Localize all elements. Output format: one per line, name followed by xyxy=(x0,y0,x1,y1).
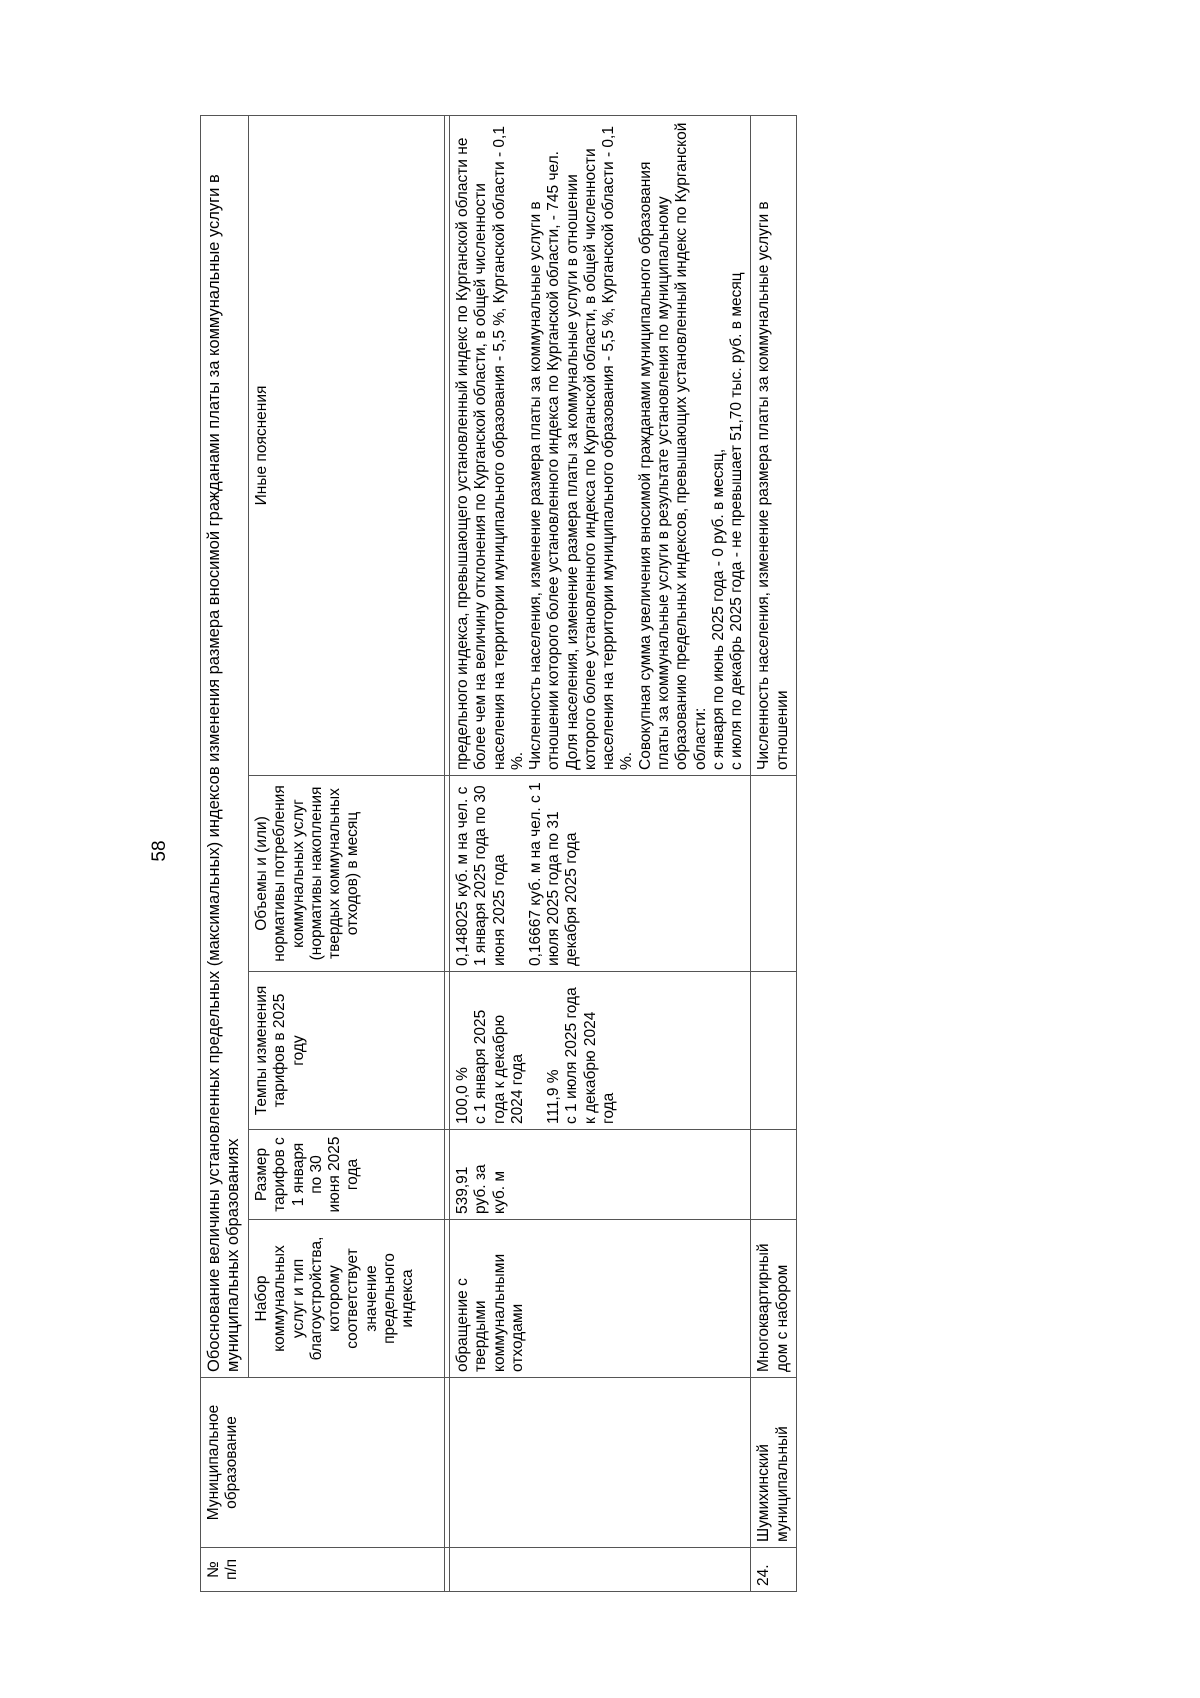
row-notes xyxy=(449,115,751,775)
header-col-volume: Объемы и (или) нормативы потребления коммунальных услуг (нормативы накопления твердых коммунальных отходов) в месяц xyxy=(248,776,444,972)
table-row xyxy=(751,115,797,1591)
justification-table xyxy=(200,115,797,1592)
row-number: 24. xyxy=(751,1548,797,1592)
note-paragraph: с июля по декабрь 2025 года - не превышает 51,70 тыс. руб. в месяц xyxy=(728,272,746,770)
page-number: 58 xyxy=(149,840,170,862)
header-row-2 xyxy=(248,115,444,1591)
header-col-num: № п/п xyxy=(201,1548,445,1592)
rate-jan: 100,0 % с 1 января 2025 года к декабрю 2024 года xyxy=(453,1009,526,1124)
row-tariff: 539,91 руб. за куб. м xyxy=(449,1130,751,1220)
note-paragraph: Численность населения, изменение размера платы за коммунальные услуги в отношении xyxy=(755,201,791,770)
volume-jan: 0,148025 куб. м на чел. с 1 января 2025 года по 30 июня 2025 года xyxy=(453,785,508,966)
row-tariff xyxy=(751,1130,797,1220)
note-paragraph: Совокупная сумма увеличения вносимой гражданами муниципального образования платы за коммунальные услуги в результате установления по муниципальному образованию предельных индексов, превышающих установленный индекс по Курганской области: xyxy=(636,122,709,770)
note-paragraph: Доля населения, изменение размера платы за коммунальные услуги в отношении которого более установленного индекса по Курганской области, в общей численности населения на территории муниципального образования - 5,5 %, Курганской области - 0,1 %. xyxy=(563,126,636,770)
row-number xyxy=(449,1548,751,1592)
header-col-tariff: Размер тарифов с 1 января по 30 июня 2025 года xyxy=(248,1130,444,1220)
row-service-set: Многоквартирный дом с набором xyxy=(751,1220,797,1378)
note-paragraph: предельного индекса, превышающего установленный индекс по Курганской области не более чем на величину отклонения по Курганской области, в общей численности населения на территории муниципального образования - 5,5 %, Курганской области - 0,1 %. xyxy=(453,126,526,770)
header-col-notes: Иные пояснения xyxy=(248,115,444,775)
row-notes xyxy=(751,115,797,775)
header-col-municipality: Муниципальное образование xyxy=(201,1378,445,1548)
header-row-1 xyxy=(201,115,249,1591)
note-paragraph: Численность населения, изменение размера платы за коммунальные услуги в отношении которого более установленного индекса по Курганской области, - 745 чел. xyxy=(527,151,563,770)
volume-jul: 0,16667 куб. м на чел. с 1 июля 2025 года по 31 декабря 2025 года xyxy=(526,782,581,966)
row-volume xyxy=(751,776,797,972)
row-municipality: Шумихинский муниципальный xyxy=(751,1378,797,1548)
rotated-table-container xyxy=(200,116,1084,1592)
row-rate xyxy=(751,972,797,1130)
row-service-set: обращение с твердыми коммунальными отходами xyxy=(449,1220,751,1378)
header-col-service-set: Набор коммунальных услуг и тип благоустройства, которому соответствует значение предельного индекса xyxy=(248,1220,444,1378)
row-municipality xyxy=(449,1378,751,1548)
header-col-rate: Темпы изменения тарифов в 2025 году xyxy=(248,972,444,1130)
row-rate xyxy=(449,972,751,1130)
table-row xyxy=(449,115,751,1591)
rate-jul: 111,9 % с 1 июля 2025 года к декабрю 2024 года xyxy=(545,987,617,1124)
row-volume xyxy=(449,776,751,972)
note-paragraph: с января по июнь 2025 года - 0 руб. в месяц, xyxy=(709,448,727,770)
header-group-title: Обоснование величины установленных предельных (максимальных) индексов изменения размера вносимой гражданами платы за коммунальные услуги в муниципальных образованиях xyxy=(201,115,249,1377)
